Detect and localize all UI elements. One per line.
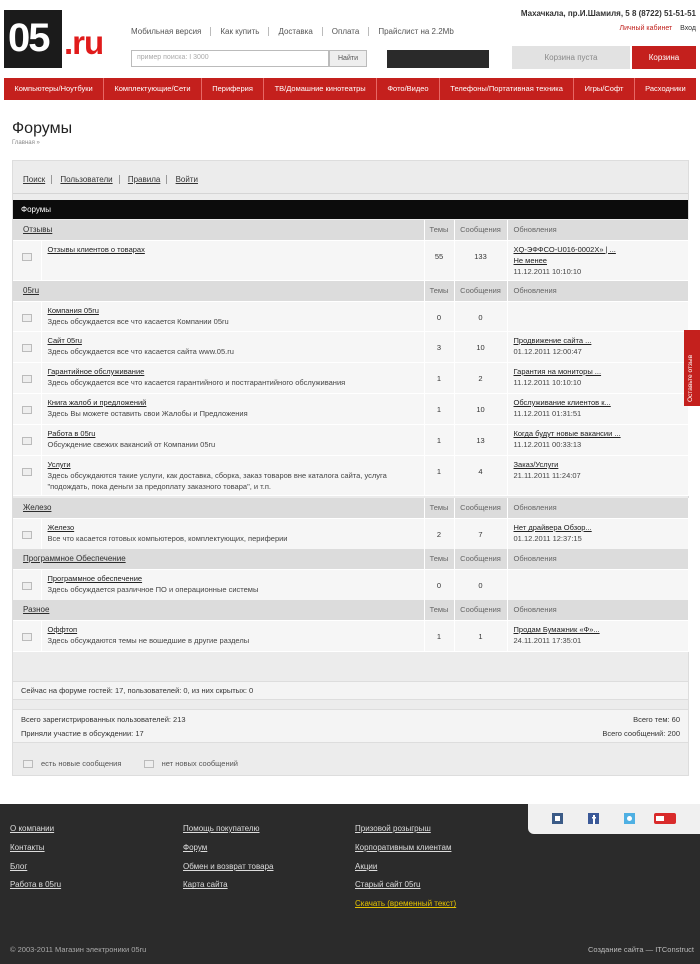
last-post-date: 11.12.2011 10:10:10	[513, 267, 582, 276]
no-new-posts-icon	[144, 760, 154, 768]
forum-description: Здесь обсуждается все что касается Компании 05ru	[47, 317, 229, 326]
forum-description: Здесь обсуждаются такие услуги, как доставка, сборка, заказ товаров вне каталога сайта, услуга "подождать, пока деньги за предоплату заказного товара", и т.п.	[47, 471, 387, 491]
topic-count: 1	[424, 456, 454, 496]
forum-title[interactable]: Сайт 05ru	[47, 336, 82, 345]
topic-count: 1	[424, 394, 454, 425]
post-count: 4	[454, 456, 507, 496]
top-nav-how-to-buy[interactable]: Как купить	[210, 27, 268, 36]
forum-actions	[23, 175, 210, 184]
forum-title[interactable]: Гарантийное обслуживание	[47, 367, 145, 376]
footer-col-help	[183, 824, 274, 899]
topic-count: 55	[424, 241, 454, 281]
forum-description: Все что касается готовых компьютеров, комплектующих, периферии	[47, 534, 288, 543]
forum-info	[41, 241, 424, 281]
forum-status-icon	[22, 633, 32, 641]
last-post-date: 11.12.2011 10:10:10	[513, 378, 582, 387]
footer-col-extra	[355, 824, 456, 918]
section-name[interactable]: Разное	[13, 600, 424, 621]
category-peripherals[interactable]: Периферия	[202, 78, 264, 100]
forum-status-icon	[22, 253, 32, 261]
top-nav-pricelist[interactable]: Прайслист на 2.2Mb	[368, 27, 462, 36]
forum-description: Здесь обсуждается все что касается сайта www.05.ru	[47, 347, 234, 356]
footer-link-about[interactable]: О компании	[10, 824, 55, 833]
forum-status-icon	[22, 437, 32, 445]
social-links	[528, 804, 700, 834]
forum-status-cell	[13, 621, 41, 652]
users-link[interactable]: Пользователи	[60, 175, 119, 184]
forum-status-cell	[13, 302, 41, 332]
last-post	[507, 519, 688, 550]
promo-button[interactable]	[387, 50, 489, 68]
forum-section	[13, 220, 689, 281]
forum-row	[13, 241, 688, 281]
last-post	[507, 425, 688, 456]
footer-link-help[interactable]: Помощь покупателю	[183, 824, 260, 833]
forum-info	[41, 302, 424, 332]
forum-info	[41, 570, 424, 601]
col-updates: Обновления	[507, 281, 688, 302]
topic-count: 0	[424, 302, 454, 332]
forum-status-cell	[13, 394, 41, 425]
feedback-tab-label: Оставьте отзыв	[687, 354, 694, 402]
category-tv[interactable]: ТВ/Домашние кинотеатры	[264, 78, 377, 100]
forum-info	[41, 425, 424, 456]
footer-link-returns[interactable]: Обмен и возврат товара	[183, 861, 274, 871]
category-components[interactable]: Комплектующие/Сети	[104, 78, 202, 100]
forum-info	[41, 363, 424, 394]
last-post-date: 11.12.2011 00:33:13	[513, 440, 582, 449]
forum-status-cell	[13, 519, 41, 550]
forum-title[interactable]: Работа в 05ru	[47, 429, 96, 438]
legend	[23, 759, 238, 768]
section-header	[13, 281, 688, 302]
youtube-icon[interactable]	[654, 813, 676, 824]
category-supplies[interactable]: Расходники	[645, 84, 686, 93]
post-count: 0	[454, 302, 507, 332]
last-post	[507, 363, 688, 394]
legend-new: есть новые сообщения	[41, 759, 122, 768]
site-header	[0, 0, 700, 78]
post-count: 13	[454, 425, 507, 456]
last-post	[507, 241, 688, 281]
top-nav-payment[interactable]: Оплата	[322, 27, 369, 36]
forum-status-cell	[13, 425, 41, 456]
top-nav	[131, 27, 463, 36]
col-posts: Сообщения	[454, 220, 507, 241]
vk-icon[interactable]	[552, 813, 563, 824]
forum-title[interactable]: Книга жалоб и предложений	[47, 398, 147, 407]
last-post	[507, 570, 688, 601]
last-post	[507, 621, 688, 652]
footer-link-sitemap[interactable]: Карта сайта	[183, 880, 228, 890]
last-post-date: 01.12.2011 12:37:15	[513, 534, 582, 543]
logo[interactable]	[4, 10, 106, 68]
col-updates: Обновления	[507, 549, 688, 570]
col-updates: Обновления	[507, 498, 688, 519]
facebook-icon[interactable]	[588, 813, 599, 824]
col-updates: Обновления	[507, 220, 688, 241]
forum-status-icon	[22, 468, 32, 476]
search-button[interactable]: Найти	[329, 50, 367, 67]
forum-title[interactable]: Оффтоп	[47, 625, 78, 634]
col-updates: Обновления	[507, 600, 688, 621]
divider	[13, 193, 688, 194]
section-name[interactable]: 05ru	[13, 281, 424, 302]
last-post-title-2[interactable]: Не менее	[513, 256, 547, 265]
last-post	[507, 456, 688, 496]
category-photo[interactable]: Фото/Видео	[377, 78, 440, 100]
category-games[interactable]: Игры/Софт	[574, 78, 635, 100]
forum-status-cell	[13, 363, 41, 394]
forum-row	[13, 519, 688, 550]
new-posts-icon	[23, 760, 33, 768]
forum-row	[13, 425, 688, 456]
forum-row	[13, 363, 688, 394]
topic-count: 1	[424, 363, 454, 394]
logo-domain: .ru	[64, 24, 104, 61]
last-post-title[interactable]: Обслуживание клиентов к...	[513, 398, 611, 407]
forum-status-cell	[13, 332, 41, 363]
online-status: Сейчас на форуме гостей: 17, пользователей: 0, из них скрытых: 0	[13, 681, 688, 700]
forum-title[interactable]: Отзывы клиентов о товарах	[47, 245, 145, 254]
category-nav	[4, 78, 696, 100]
cart-button[interactable]: Корзина	[632, 46, 696, 69]
forum-stats	[13, 709, 688, 743]
stat-participated: Приняли участие в обсуждении: 17	[21, 729, 144, 738]
forum-info	[41, 621, 424, 652]
feedback-tab[interactable]	[684, 330, 700, 406]
forum-title[interactable]: Компания 05ru	[47, 306, 99, 315]
col-topics: Темы	[424, 281, 454, 302]
forum-title[interactable]: Программное обеспечение	[47, 574, 143, 583]
topic-count: 1	[424, 425, 454, 456]
topic-count: 3	[424, 332, 454, 363]
last-post-date: 11.12.2011 01:31:51	[513, 409, 582, 418]
post-count: 133	[454, 241, 507, 281]
forum-status-icon	[22, 531, 32, 539]
search-input[interactable]: пример поиска: I 3000	[131, 50, 329, 67]
footer-link-prize[interactable]: Призовой розыгрыш	[355, 824, 431, 833]
cabinet-link[interactable]: Личный кабинет	[619, 25, 673, 32]
last-post-title[interactable]: Заказ/Услуги	[513, 460, 559, 469]
last-post	[507, 332, 688, 363]
last-post-title[interactable]: Продвижение сайта ...	[513, 336, 592, 345]
page-title: Форумы	[12, 120, 73, 137]
forum-container	[12, 160, 689, 776]
col-posts: Сообщения	[454, 498, 507, 519]
category-computers[interactable]: Компьютеры/Ноутбуки	[4, 78, 104, 100]
forum-status-cell	[13, 456, 41, 496]
forum-status-icon	[22, 314, 32, 322]
footer-link-jobs[interactable]: Работа в 05ru	[10, 880, 62, 890]
topic-count: 0	[424, 570, 454, 601]
col-topics: Темы	[424, 220, 454, 241]
post-count: 10	[454, 332, 507, 363]
account-links	[620, 25, 696, 32]
made-by-link[interactable]: Создание сайта — ITConstruct	[588, 945, 694, 954]
forum-status-icon	[22, 406, 32, 414]
forum-description: Здесь обсуждаются темы не вошедшие в другие разделы	[47, 636, 250, 645]
last-post-title[interactable]: Когда будут новые вакансии ...	[513, 429, 621, 438]
last-post-date: 24.11.2011 17:35:01	[513, 636, 582, 645]
footer-link-contacts[interactable]: Контакты	[10, 842, 45, 852]
col-topics: Темы	[424, 498, 454, 519]
stat-posts: Всего сообщений: 200	[602, 729, 680, 738]
section-header	[13, 220, 688, 241]
stat-topics: Всего тем: 60	[633, 715, 680, 724]
section-name[interactable]: Железо	[13, 498, 424, 519]
footer-link-forum[interactable]: Форум	[183, 842, 208, 852]
rules-link[interactable]: Правила	[128, 175, 167, 184]
forum-row	[13, 332, 688, 363]
footer-link-download[interactable]: Скачать (временный текст)	[355, 899, 457, 909]
login-link[interactable]: Вход	[680, 25, 696, 32]
forum-description: Обсуждение свежих вакансий от Компании 05ru	[47, 440, 216, 449]
site-footer	[0, 804, 700, 964]
footer-link-blog[interactable]: Блог	[10, 861, 28, 871]
forum-section	[13, 498, 689, 550]
forum-info	[41, 332, 424, 363]
last-post-date: 01.12.2011 12:00:47	[513, 347, 582, 356]
last-post-title[interactable]: Нет драйвера Обзор...	[513, 523, 592, 532]
forum-info	[41, 394, 424, 425]
copyright: © 2003-2011 Магазин электроники 05ru	[10, 945, 147, 954]
forum-status-icon	[22, 375, 32, 383]
last-post-date: 21.11.2011 11:24:07	[513, 471, 581, 480]
footer-col-company	[10, 824, 61, 899]
section-name[interactable]: Отзывы	[13, 220, 424, 241]
legend-none: нет новых сообщений	[161, 759, 238, 768]
section-header	[13, 498, 688, 519]
footer-link-old-site[interactable]: Старый сайт 05ru	[355, 880, 421, 890]
logo-digits: 05	[8, 16, 49, 60]
section-header	[13, 549, 688, 570]
last-post	[507, 302, 688, 332]
footer-link-corporate[interactable]: Корпоративным клиентам	[355, 842, 452, 852]
post-count: 1	[454, 621, 507, 652]
col-posts: Сообщения	[454, 600, 507, 621]
forum-title[interactable]: Услуги	[47, 460, 71, 469]
forum-description: Здесь Вы можете оставить свои Жалобы и Предложения	[47, 409, 248, 418]
last-post-title[interactable]: Продам Бумажник «Ф»...	[513, 625, 600, 634]
forum-row	[13, 456, 688, 496]
category-phones[interactable]: Телефоны/Портативная техника	[440, 78, 574, 100]
twitter-icon[interactable]	[624, 813, 635, 824]
last-post-title[interactable]: Гарантия на мониторы ...	[513, 367, 602, 376]
forum-info	[41, 519, 424, 550]
section-name[interactable]: Программное Обеспечение	[13, 549, 424, 570]
forum-row	[13, 394, 688, 425]
forum-description: Здесь обсуждается различное ПО и операционные системы	[47, 585, 259, 594]
forum-title[interactable]: Железо	[47, 523, 75, 532]
forum-section	[13, 549, 689, 601]
forum-row	[13, 302, 688, 332]
stat-registered: Всего зарегистрированных пользователей: 213	[21, 715, 186, 724]
topic-count: 2	[424, 519, 454, 550]
forum-section	[13, 600, 689, 652]
topic-count: 1	[424, 621, 454, 652]
last-post	[507, 394, 688, 425]
forum-info	[41, 456, 424, 496]
store-address: Махачкала, пр.И.Шамиля, 5 8 (8722) 51-51-51	[520, 9, 696, 18]
col-posts: Сообщения	[454, 281, 507, 302]
forum-row	[13, 621, 688, 652]
forum-status-cell	[13, 241, 41, 281]
forum-status-icon	[22, 582, 32, 590]
forum-status-cell	[13, 570, 41, 601]
cart-status: Корзина пуста	[512, 46, 630, 69]
col-topics: Темы	[424, 600, 454, 621]
last-post-title[interactable]: XQ-ЭФФСО-U016-0002X» | ...	[513, 245, 616, 254]
login-forum-link[interactable]: Войти	[175, 175, 198, 184]
forum-status-icon	[22, 344, 32, 352]
col-topics: Темы	[424, 549, 454, 570]
footer-link-promos[interactable]: Акции	[355, 861, 378, 871]
forum-list-header: Форумы	[13, 200, 688, 219]
breadcrumb[interactable]: Главная »	[12, 140, 40, 146]
post-count: 10	[454, 394, 507, 425]
search-link[interactable]: Поиск	[23, 175, 52, 184]
top-nav-mobile[interactable]: Мобильная версия	[131, 27, 202, 36]
post-count: 0	[454, 570, 507, 601]
forum-row	[13, 570, 688, 601]
post-count: 7	[454, 519, 507, 550]
post-count: 2	[454, 363, 507, 394]
section-header	[13, 600, 688, 621]
top-nav-delivery[interactable]: Доставка	[268, 27, 321, 36]
forum-section	[13, 281, 689, 496]
forum-description: Здесь обсуждается все что касается гарантийного и постгарантийного обслуживания	[47, 378, 346, 387]
col-posts: Сообщения	[454, 549, 507, 570]
